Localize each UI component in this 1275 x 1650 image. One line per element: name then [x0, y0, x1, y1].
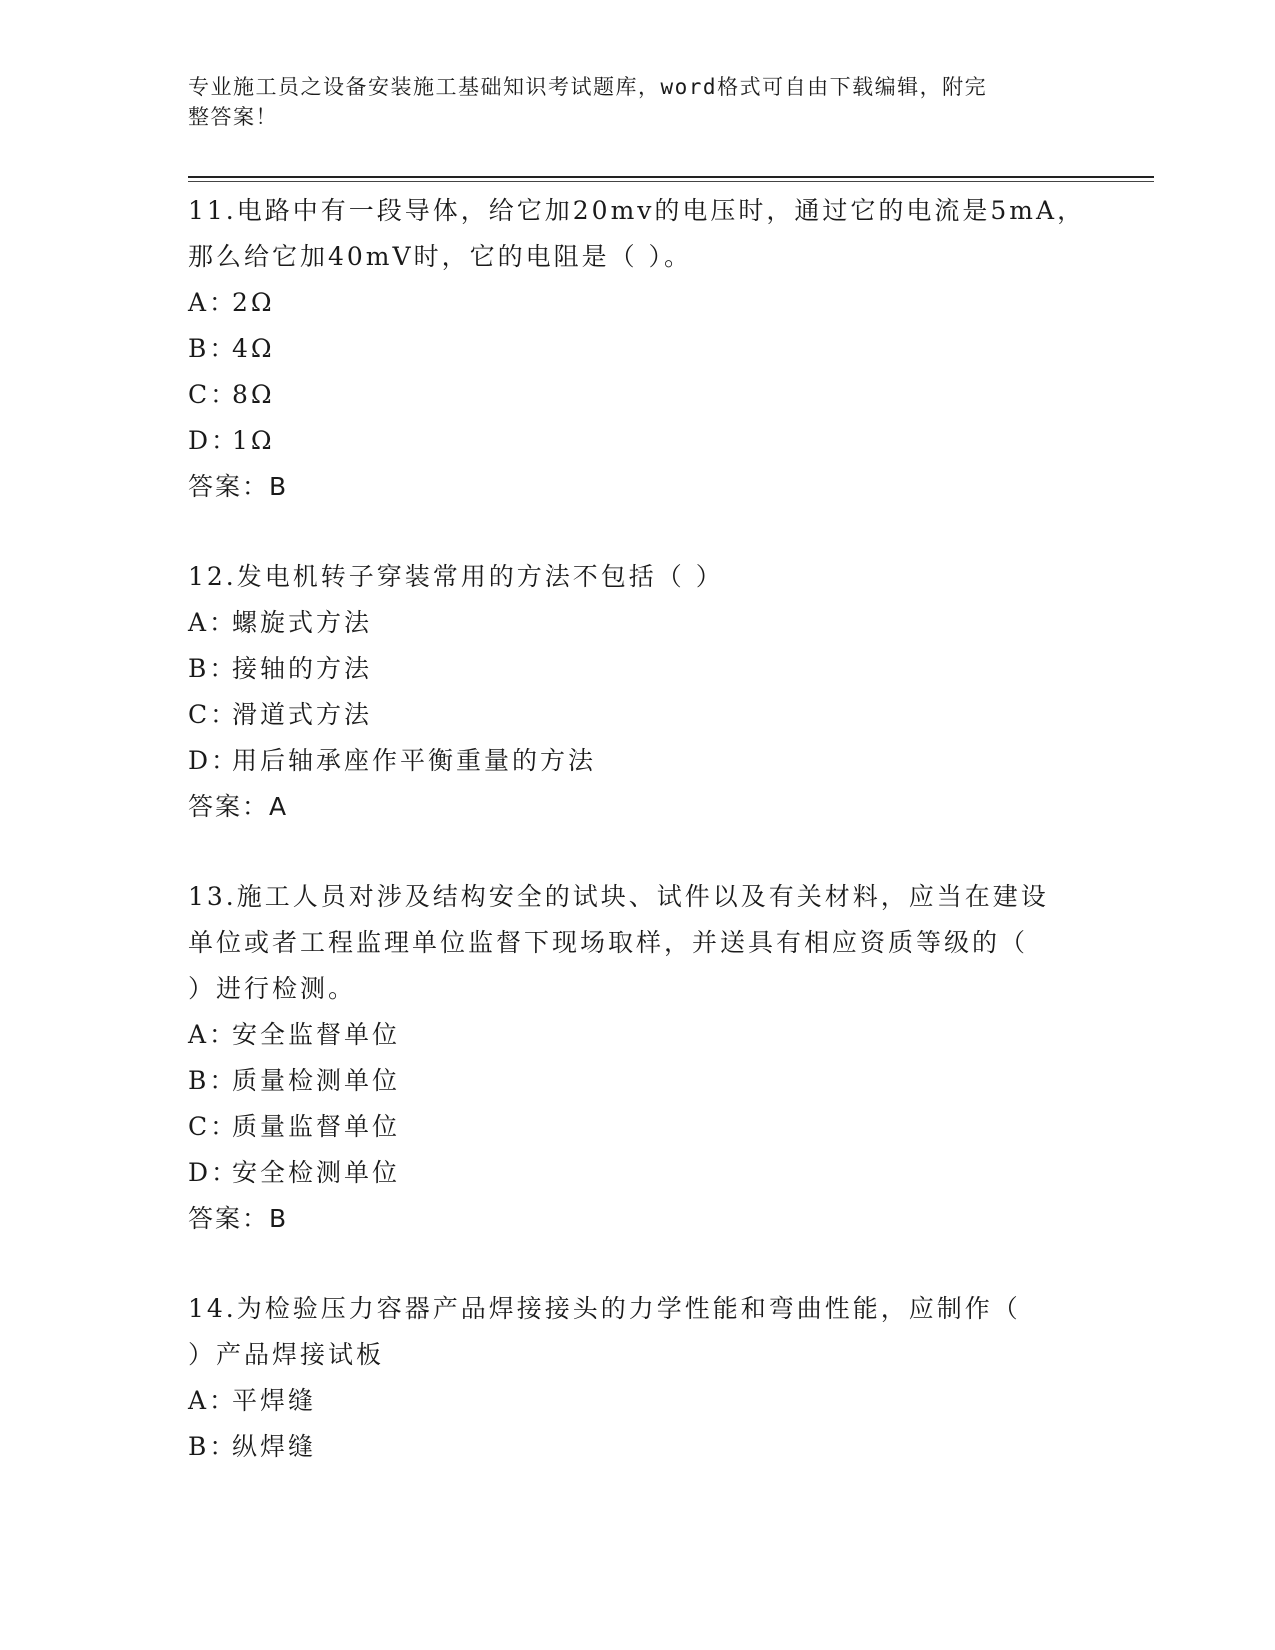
- header-line-2: 整答案！: [188, 105, 278, 129]
- option-text: 8Ω: [232, 380, 275, 409]
- question-12: [188, 554, 1088, 830]
- option-text: 平焊缝: [232, 1386, 317, 1415]
- option-a: [188, 1012, 1088, 1058]
- question-stem: ）产品焊接试板: [188, 1340, 385, 1369]
- option-letter: B：: [188, 1066, 238, 1095]
- option-letter: D：: [188, 1158, 240, 1187]
- option-letter: C：: [188, 700, 239, 729]
- option-b: [188, 1424, 1088, 1470]
- question-list: [188, 188, 1088, 1470]
- question-stem: 12.发电机转子穿装常用的方法不包括（ ）: [188, 562, 724, 591]
- answer-line: 答案：B: [188, 472, 289, 501]
- option-letter: A：: [188, 1020, 238, 1049]
- option-letter: A：: [188, 608, 238, 637]
- option-letter: A：: [188, 288, 238, 317]
- option-a: [188, 600, 1088, 646]
- option-text: 质量检测单位: [232, 1066, 401, 1095]
- option-letter: D：: [188, 746, 240, 775]
- option-letter: D：: [188, 426, 240, 455]
- option-a: [188, 280, 1088, 326]
- answer-line: 答案：B: [188, 1204, 289, 1233]
- option-text: 滑道式方法: [232, 700, 373, 729]
- option-text: 2Ω: [232, 288, 275, 317]
- option-a: [188, 1378, 1088, 1424]
- option-c: [188, 1104, 1088, 1150]
- question-stem: ）进行检测。: [188, 974, 357, 1003]
- question-stem: 14.为检验压力容器产品焊接接头的力学性能和弯曲性能，应制作（: [188, 1294, 1021, 1323]
- option-text: 质量监督单位: [232, 1112, 401, 1141]
- option-text: 安全检测单位: [232, 1158, 401, 1187]
- header-divider-thin: [188, 181, 1154, 182]
- question-14: [188, 1286, 1088, 1470]
- header-line-1: 专业施工员之设备安装施工基础知识考试题库，word格式可自由下载编辑，附完: [188, 75, 988, 99]
- spacer: [188, 830, 1088, 874]
- question-stem: 单位或者工程监理单位监督下现场取样，并送具有相应资质等级的（: [188, 928, 1029, 957]
- option-letter: C：: [188, 380, 239, 409]
- answer-line: 答案：A: [188, 792, 289, 821]
- question-stem: 11.电路中有一段导体，给它加20mv的电压时，通过它的电流是5mA，: [188, 196, 1086, 225]
- option-d: [188, 738, 1088, 784]
- option-text: 接轴的方法: [232, 654, 373, 683]
- option-text: 安全监督单位: [232, 1020, 401, 1049]
- question-11: [188, 188, 1088, 510]
- option-c: [188, 692, 1088, 738]
- spacer: [188, 510, 1088, 554]
- question-13: [188, 874, 1088, 1242]
- option-b: [188, 1058, 1088, 1104]
- option-c: [188, 372, 1088, 418]
- option-text: 纵焊缝: [232, 1432, 317, 1461]
- option-text: 螺旋式方法: [232, 608, 373, 637]
- question-stem: 那么给它加40mV时，它的电阻是（ ）。: [188, 242, 693, 271]
- option-d: [188, 418, 1088, 464]
- option-d: [188, 1150, 1088, 1196]
- header-divider: [188, 176, 1154, 178]
- option-letter: B：: [188, 334, 238, 363]
- option-letter: A：: [188, 1386, 238, 1415]
- question-stem: 13.施工人员对涉及结构安全的试块、试件以及有关材料，应当在建设: [188, 882, 1049, 911]
- option-letter: B：: [188, 1432, 238, 1461]
- option-text: 1Ω: [232, 426, 275, 455]
- option-text: 4Ω: [232, 334, 275, 363]
- option-text: 用后轴承座作平衡重量的方法: [232, 746, 597, 775]
- document-header: [188, 72, 1068, 132]
- option-letter: B：: [188, 654, 238, 683]
- option-b: [188, 646, 1088, 692]
- option-letter: C：: [188, 1112, 239, 1141]
- spacer: [188, 1242, 1088, 1286]
- option-b: [188, 326, 1088, 372]
